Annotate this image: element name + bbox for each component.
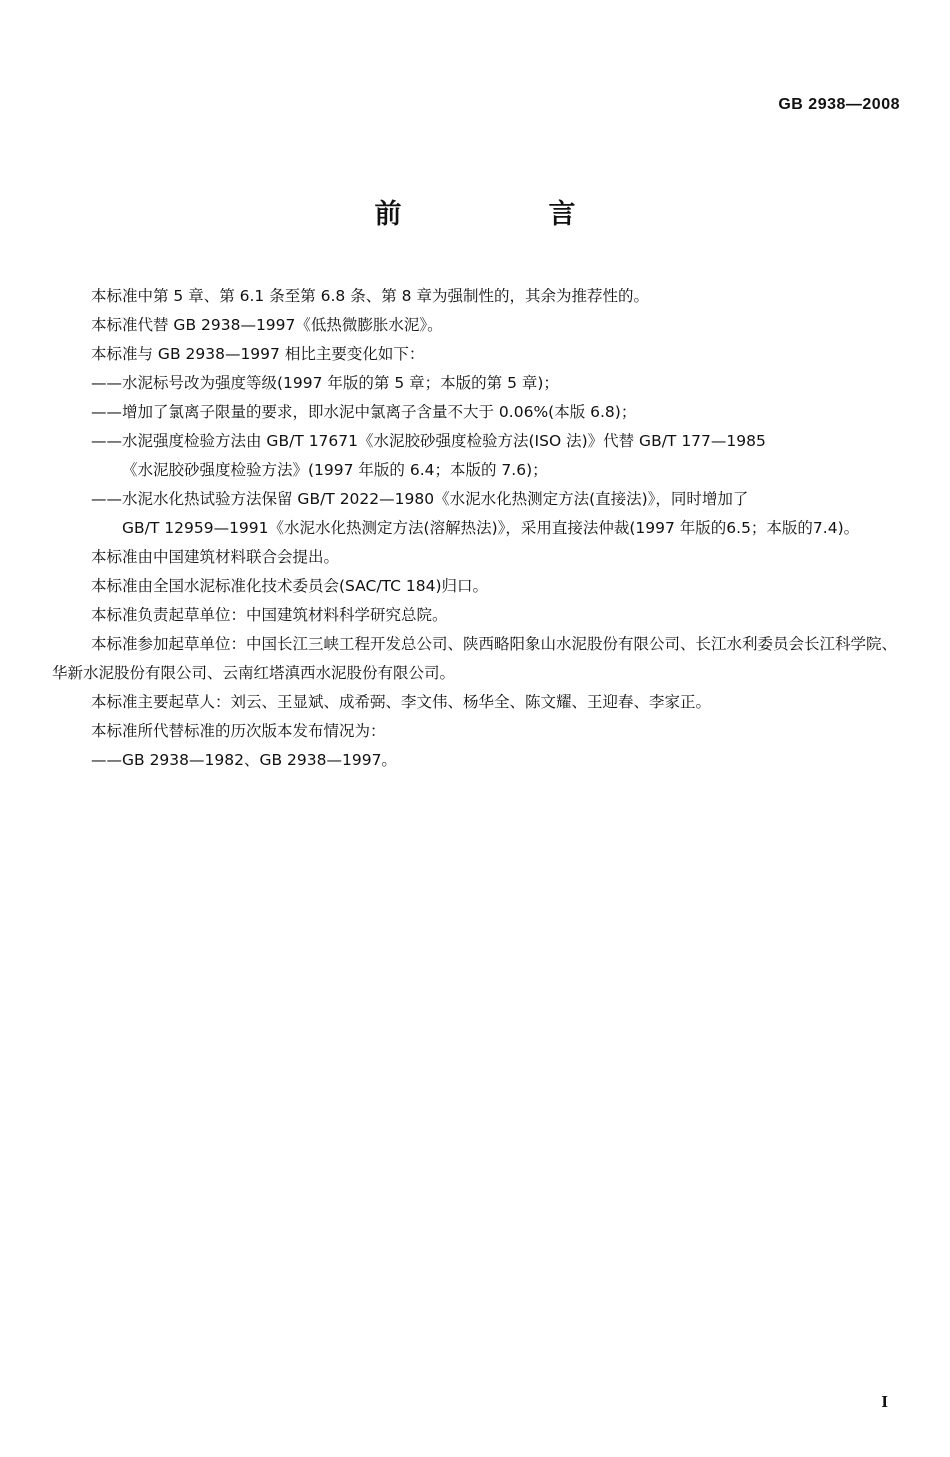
paragraph-mandatory-clauses: 本标准中第 5 章、第 6.1 条至第 6.8 条、第 8 章为强制性的，其余为推荐性的。 <box>91 287 649 305</box>
previous-editions-text: ——GB 2938—1982、GB 2938—1997。 <box>91 751 397 769</box>
paragraph-participating-drafters: 本标准参加起草单位：中国长江三峡工程开发总公司、陕西略阳象山水泥股份有限公司、长江水利委员会长江科学院、华新水泥股份有限公司、云南红塔滇西水泥股份有限公司。 <box>52 635 898 682</box>
change-item-text: ——水泥标号改为强度等级(1997 年版的第 5 章；本版的第 5 章)； <box>91 374 559 392</box>
page-number: I <box>881 1392 888 1411</box>
change-item-hydration-heat <box>52 485 904 543</box>
change-item-strength-grade <box>52 369 904 398</box>
foreword-body <box>52 282 904 775</box>
paragraph-replaces: 本标准代替 GB 2938—1997《低热微膨胀水泥》。 <box>91 316 443 334</box>
change-item-continuation: 《水泥胶砂强度检验方法》(1997 年版的 6.4；本版的 7.6)； <box>122 461 548 479</box>
paragraph-committee: 本标准由全国水泥标准化技术委员会(SAC/TC 184)归口。 <box>91 577 488 595</box>
paragraph-changes-intro: 本标准与 GB 2938—1997 相比主要变化如下： <box>91 345 425 363</box>
paragraph-previous-editions: 本标准所代替标准的历次版本发布情况为： <box>91 722 386 740</box>
paragraph-main-drafters: 本标准主要起草人：刘云、王显斌、成希弼、李文伟、杨华全、陈文耀、王迎春、李家正。 <box>91 693 712 711</box>
change-item-strength-test <box>52 427 904 485</box>
previous-editions-item <box>52 746 904 775</box>
document-code: GB 2938—2008 <box>778 96 900 113</box>
change-item-chloride <box>52 398 904 427</box>
page-title: 前 言 <box>374 199 636 230</box>
change-item-continuation: GB/T 12959—1991《水泥水化热测定方法(溶解热法)》，采用直接法仲裁(1997 年版的6.5；本版的7.4)。 <box>122 519 860 537</box>
change-item-text: ——水泥水化热试验方法保留 GB/T 2022—1980《水泥水化热测定方法(直接法)》，同时增加了 <box>91 490 749 508</box>
change-item-text: ——增加了氯离子限量的要求，即水泥中氯离子含量不大于 0.06%(本版 6.8)； <box>91 403 637 421</box>
paragraph-proposer: 本标准由中国建筑材料联合会提出。 <box>91 548 340 566</box>
paragraph-lead-drafter: 本标准负责起草单位：中国建筑材料科学研究总院。 <box>91 606 448 624</box>
change-item-text: ——水泥强度检验方法由 GB/T 17671《水泥胶砂强度检验方法(ISO 法)》代替 GB/T 177—1985 <box>91 432 766 450</box>
